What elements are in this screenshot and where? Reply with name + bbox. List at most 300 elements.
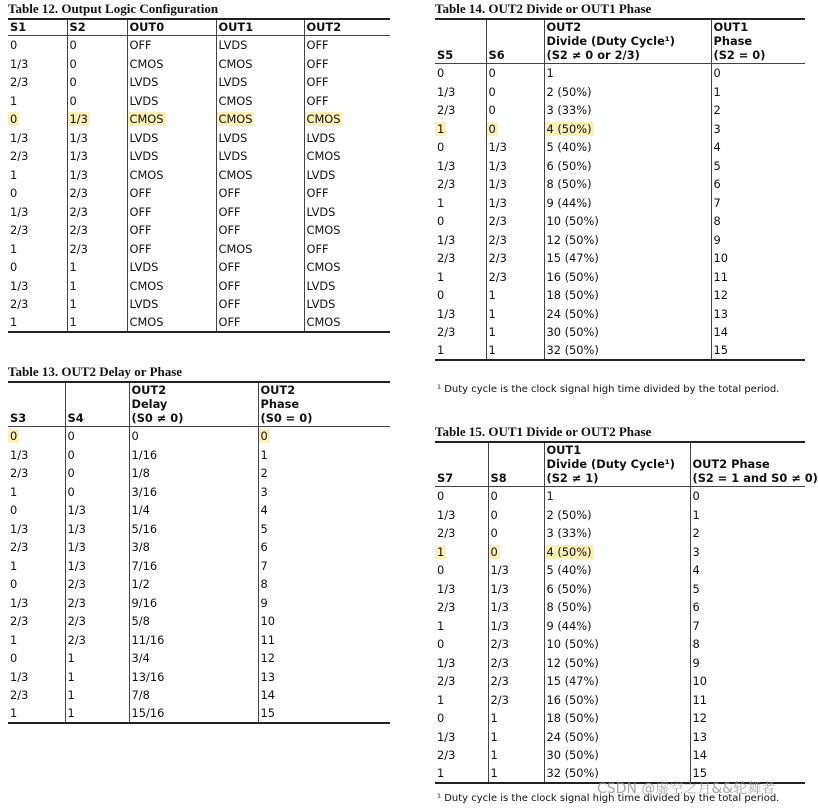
table-cell <box>435 157 486 176</box>
cell-value: 2/3 <box>490 637 509 651</box>
table-cell <box>304 129 390 148</box>
cell-value: 2/3 <box>488 232 507 247</box>
table-cell <box>129 483 258 502</box>
cell-value: 1/3 <box>67 503 86 517</box>
cell-value: 30 (50%) <box>546 325 599 339</box>
column-header: OUT1 <box>216 19 304 36</box>
cell-value: 2 <box>692 526 700 540</box>
table-row <box>435 635 805 654</box>
cell-value: 1 <box>488 306 496 321</box>
table-cell <box>304 184 390 203</box>
cell-value: OFF <box>306 93 329 108</box>
table-cell <box>8 557 65 576</box>
table-cell <box>488 543 544 562</box>
table-cell <box>486 212 544 231</box>
cell-value: LVDS <box>306 130 336 145</box>
table-cell <box>67 277 127 296</box>
table-13-title: Table 13. OUT2 Delay or Phase <box>8 364 183 379</box>
table-row <box>435 543 805 562</box>
table-cell <box>544 212 711 231</box>
cell-value: 1 <box>437 195 445 210</box>
table-cell <box>8 631 65 650</box>
cell-value: 0 <box>437 288 445 302</box>
table-cell <box>216 258 304 277</box>
table-cell <box>488 672 544 691</box>
table-cell <box>690 654 805 673</box>
table-row <box>8 520 390 539</box>
cell-value: 12 (50%) <box>546 655 599 670</box>
table-cell <box>129 446 258 465</box>
table-cell <box>486 194 544 213</box>
table-cell <box>216 221 304 240</box>
table-cell <box>544 580 690 599</box>
table-cell <box>544 101 711 120</box>
table-cell <box>544 249 711 268</box>
table-row <box>435 561 805 580</box>
table-row <box>435 194 805 213</box>
cell-value: 1 <box>67 651 75 665</box>
cell-value: 0 <box>10 503 18 517</box>
cell-value: 8 <box>713 214 721 228</box>
table-cell <box>435 83 486 102</box>
table-cell <box>711 157 805 176</box>
table-body <box>435 487 805 783</box>
table-cell <box>544 543 690 562</box>
table-cell <box>129 686 258 705</box>
table-cell <box>544 120 711 139</box>
cell-value: 10 (50%) <box>546 637 599 651</box>
cell-value: 1 <box>437 121 445 136</box>
cell-value: 0 <box>490 507 498 522</box>
cell-value: 0 <box>67 429 75 443</box>
table-cell <box>216 147 304 166</box>
table-row <box>8 184 390 203</box>
table-row <box>8 55 390 74</box>
cell-value: 3 (33%) <box>546 526 592 540</box>
table-cell <box>258 557 390 576</box>
table-cell <box>544 654 690 673</box>
table-row <box>8 705 390 723</box>
table-cell <box>65 501 129 520</box>
table-row <box>8 612 390 631</box>
cell-value: 1 <box>437 342 445 357</box>
table-cell <box>435 64 486 83</box>
cell-value: 2/3 <box>437 526 456 540</box>
table-cell <box>258 427 390 446</box>
cell-value: 2/3 <box>488 214 507 228</box>
table-row <box>8 221 390 240</box>
cell-value: 11/16 <box>131 632 165 647</box>
table-cell <box>129 520 258 539</box>
cell-value: 4 <box>713 140 721 154</box>
cell-value: CMOS <box>129 167 164 182</box>
cell-value: 1/3 <box>490 581 509 596</box>
table-row <box>8 538 390 557</box>
table-cell <box>258 594 390 613</box>
table-cell <box>304 295 390 314</box>
cell-value: OFF <box>129 204 152 219</box>
table-row <box>435 138 805 157</box>
table-cell <box>711 175 805 194</box>
cell-value: 4 <box>692 563 700 577</box>
cell-value: 10 <box>713 251 728 265</box>
table-row <box>435 617 805 636</box>
table-cell <box>690 635 805 654</box>
cell-value: CMOS <box>306 149 341 163</box>
table-cell <box>67 203 127 222</box>
table-cell <box>304 55 390 74</box>
table-cell <box>711 120 805 139</box>
table-cell <box>544 691 690 710</box>
cell-value: 7 <box>713 195 721 210</box>
table-cell <box>544 598 690 617</box>
cell-value: 1/3 <box>437 84 456 99</box>
table-cell <box>8 36 67 55</box>
table-header-row <box>435 19 805 64</box>
cell-value: 10 (50%) <box>546 214 599 228</box>
cell-value: 0 <box>490 489 498 503</box>
table-cell <box>544 709 690 728</box>
table-cell <box>488 580 544 599</box>
table-cell <box>544 286 711 305</box>
table-cell <box>129 705 258 723</box>
cell-value: 0 <box>10 186 18 200</box>
table-cell <box>8 258 67 277</box>
table-cell <box>216 184 304 203</box>
cell-value: 1/3 <box>67 540 86 554</box>
cell-value: 1/3 <box>488 177 507 191</box>
table-cell <box>129 557 258 576</box>
table-row <box>8 295 390 314</box>
column-header: S4 <box>65 382 129 427</box>
cell-value: 1/3 <box>490 618 509 633</box>
table-cell <box>711 286 805 305</box>
table-row <box>8 686 390 705</box>
table-13 <box>8 364 390 724</box>
table-cell <box>435 138 486 157</box>
cell-value: 6 (50%) <box>546 581 592 596</box>
cell-value: OFF <box>129 223 152 237</box>
table-cell <box>8 314 67 332</box>
table-cell <box>129 427 258 446</box>
table-cell <box>488 617 544 636</box>
table-cell <box>711 194 805 213</box>
table-cell <box>258 501 390 520</box>
cell-value: 2/3 <box>10 149 29 163</box>
cell-value: OFF <box>306 56 329 71</box>
cell-value: CMOS <box>306 314 341 329</box>
cell-value: 24 (50%) <box>546 306 599 321</box>
cell-value: LVDS <box>306 278 336 293</box>
table-cell <box>127 36 216 55</box>
table-row <box>8 557 390 576</box>
cell-value: 0 <box>69 38 77 52</box>
table-cell <box>67 240 127 259</box>
cell-value: 1 <box>260 447 268 462</box>
table-cell <box>129 649 258 668</box>
cell-value: 1/8 <box>131 466 150 480</box>
table-cell <box>435 506 488 525</box>
cell-value: 1 <box>437 618 445 633</box>
cell-value: 2/3 <box>490 674 509 688</box>
cell-value: OFF <box>306 38 329 52</box>
cell-value: 1/3 <box>69 149 88 163</box>
cell-value: 2/3 <box>67 632 86 647</box>
cell-value: 24 (50%) <box>546 729 599 744</box>
table-cell <box>435 672 488 691</box>
cell-value: CMOS <box>129 314 164 329</box>
cell-value: 7 <box>260 558 268 573</box>
cell-value: CMOS <box>218 112 253 126</box>
cell-value: 0 <box>69 56 77 71</box>
table-cell <box>67 258 127 277</box>
cell-value: 1/3 <box>488 195 507 210</box>
table-cell <box>435 342 486 360</box>
table-cell <box>8 575 65 594</box>
table-cell <box>544 157 711 176</box>
cell-value: 2/3 <box>488 269 507 284</box>
table-cell <box>65 631 129 650</box>
table-cell <box>690 617 805 636</box>
cell-value: 2/3 <box>10 223 29 237</box>
cell-value: LVDS <box>129 93 159 108</box>
cell-value: 0 <box>67 484 75 499</box>
cell-value: 2/3 <box>10 614 29 628</box>
cell-value: 6 <box>260 540 268 554</box>
cell-value: 0 <box>437 66 445 80</box>
table-cell <box>127 221 216 240</box>
cell-value: OFF <box>218 297 241 311</box>
table-cell <box>216 110 304 129</box>
table-cell <box>216 203 304 222</box>
cell-value: 0 <box>437 711 445 725</box>
cell-value: CMOS <box>306 260 341 274</box>
table-cell <box>690 691 805 710</box>
cell-value: 1 <box>713 84 721 99</box>
cell-value: 2/3 <box>437 251 456 265</box>
cell-value: 1/3 <box>10 278 29 293</box>
table-cell <box>8 221 67 240</box>
table-cell <box>129 594 258 613</box>
table-cell <box>711 323 805 342</box>
cell-value: 10 <box>692 674 707 688</box>
column-header: S1 <box>8 19 67 36</box>
table-cell <box>216 92 304 111</box>
column-header: S6 <box>486 19 544 64</box>
table-cell <box>488 598 544 617</box>
column-header: OUT1 Phase (S2 = 0) <box>711 19 805 64</box>
table-cell <box>65 649 129 668</box>
cell-value: 18 (50%) <box>546 288 599 302</box>
table-row <box>435 506 805 525</box>
cell-value: 1 <box>437 544 445 559</box>
table-cell <box>488 746 544 765</box>
table-row <box>435 268 805 287</box>
cell-value: 2/3 <box>437 103 456 117</box>
table-cell <box>690 487 805 506</box>
table-row <box>435 709 805 728</box>
table-cell <box>488 709 544 728</box>
table-body <box>8 36 390 332</box>
cell-value: 2 (50%) <box>546 507 592 522</box>
cell-value: 1 <box>10 93 18 108</box>
cell-value: OFF <box>218 278 241 293</box>
table-cell <box>129 668 258 687</box>
table-cell <box>8 240 67 259</box>
table-row <box>435 231 805 250</box>
table-cell <box>486 268 544 287</box>
cell-value: 1 <box>488 325 496 339</box>
cell-value: 1 <box>692 507 700 522</box>
table-cell <box>544 617 690 636</box>
table-13-grid <box>8 381 390 724</box>
cell-value: 32 (50%) <box>546 342 599 357</box>
table-row <box>8 203 390 222</box>
cell-value: LVDS <box>306 167 336 182</box>
cell-value: CMOS <box>306 223 341 237</box>
table-row <box>8 110 390 129</box>
cell-value: OFF <box>306 75 329 89</box>
cell-value: 9 <box>692 655 700 670</box>
cell-value: 9/16 <box>131 595 158 610</box>
table-cell <box>127 110 216 129</box>
table-cell <box>690 728 805 747</box>
cell-value: 2/3 <box>10 297 29 311</box>
table-cell <box>304 221 390 240</box>
table-cell <box>488 506 544 525</box>
cell-value: 15/16 <box>131 705 165 720</box>
table-cell <box>65 705 129 723</box>
cell-value: 1 <box>67 688 75 702</box>
cell-value: 1/3 <box>437 729 456 744</box>
cell-value: 8 (50%) <box>546 600 592 614</box>
cell-value: 0 <box>437 214 445 228</box>
table-cell <box>127 203 216 222</box>
cell-value: 0 <box>692 489 700 503</box>
table-cell <box>8 594 65 613</box>
table-cell <box>216 55 304 74</box>
cell-value: 5 <box>713 158 721 173</box>
table-cell <box>258 538 390 557</box>
table-cell <box>67 92 127 111</box>
cell-value: 1/3 <box>10 595 29 610</box>
table-cell <box>435 654 488 673</box>
cell-value: 0 <box>490 526 498 540</box>
cell-value: 1 <box>10 632 18 647</box>
table-cell <box>129 464 258 483</box>
column-header: OUT2 <box>304 19 390 36</box>
table-cell <box>435 231 486 250</box>
cell-value: 12 <box>713 288 728 302</box>
cell-value: 8 (50%) <box>546 177 592 191</box>
cell-value: 1/3 <box>69 112 88 126</box>
cell-value: 1/3 <box>10 204 29 219</box>
table-cell <box>8 110 67 129</box>
cell-value: 15 <box>713 342 728 357</box>
table-row <box>8 668 390 687</box>
cell-value: 2/3 <box>69 186 88 200</box>
table-cell <box>8 446 65 465</box>
cell-value: 1/4 <box>131 503 150 517</box>
table-cell <box>711 231 805 250</box>
cell-value: 1/3 <box>437 306 456 321</box>
table-cell <box>216 295 304 314</box>
table-cell <box>435 580 488 599</box>
table-row <box>8 464 390 483</box>
cell-value: 1/3 <box>10 669 29 684</box>
cell-value: 16 (50%) <box>546 269 599 284</box>
cell-value: LVDS <box>218 149 248 163</box>
table-row <box>435 691 805 710</box>
table-cell <box>65 575 129 594</box>
table-cell <box>216 240 304 259</box>
cell-value: 8 <box>260 577 268 591</box>
cell-value: 2/3 <box>488 251 507 265</box>
table-cell <box>486 342 544 360</box>
cell-value: 5/8 <box>131 614 150 628</box>
table-cell <box>690 506 805 525</box>
cell-value: LVDS <box>306 204 336 219</box>
cell-value: 1/3 <box>437 581 456 596</box>
table-cell <box>488 765 544 783</box>
cell-value: 1 <box>490 765 498 780</box>
table-cell <box>8 277 67 296</box>
cell-value: OFF <box>306 186 329 200</box>
cell-value: 1 <box>69 297 77 311</box>
table-row <box>8 427 390 446</box>
table-cell <box>486 323 544 342</box>
cell-value: 1/3 <box>67 521 86 536</box>
table-row <box>8 166 390 185</box>
table-cell <box>216 166 304 185</box>
cell-value: OFF <box>306 241 329 256</box>
cell-value: 4 (50%) <box>546 121 592 136</box>
cell-value: CMOS <box>129 56 164 71</box>
table-cell <box>65 594 129 613</box>
table-cell <box>67 55 127 74</box>
table-cell <box>486 120 544 139</box>
cell-value: LVDS <box>218 130 248 145</box>
cell-value: 1 <box>546 489 554 503</box>
table-row <box>435 212 805 231</box>
cell-value: 1 <box>10 705 18 720</box>
table-cell <box>435 691 488 710</box>
cell-value: 1 <box>10 558 18 573</box>
table-row <box>435 487 805 506</box>
cell-value: 1/16 <box>131 447 158 462</box>
table-cell <box>127 73 216 92</box>
table-cell <box>129 501 258 520</box>
cell-value: 2/3 <box>67 614 86 628</box>
table-cell <box>258 649 390 668</box>
table-cell <box>258 668 390 687</box>
table-cell <box>435 617 488 636</box>
table-cell <box>435 101 486 120</box>
table-cell <box>129 575 258 594</box>
cell-value: 7 <box>692 618 700 633</box>
table-cell <box>67 166 127 185</box>
table-cell <box>8 129 67 148</box>
table-cell <box>544 305 711 324</box>
table-cell <box>711 101 805 120</box>
table-cell <box>690 543 805 562</box>
table-cell <box>67 295 127 314</box>
cell-value: LVDS <box>129 130 159 145</box>
table-14-title: Table 14. OUT2 Divide or OUT1 Phase <box>435 1 652 16</box>
table-row <box>435 83 805 102</box>
table-cell <box>304 36 390 55</box>
table-row <box>8 129 390 148</box>
